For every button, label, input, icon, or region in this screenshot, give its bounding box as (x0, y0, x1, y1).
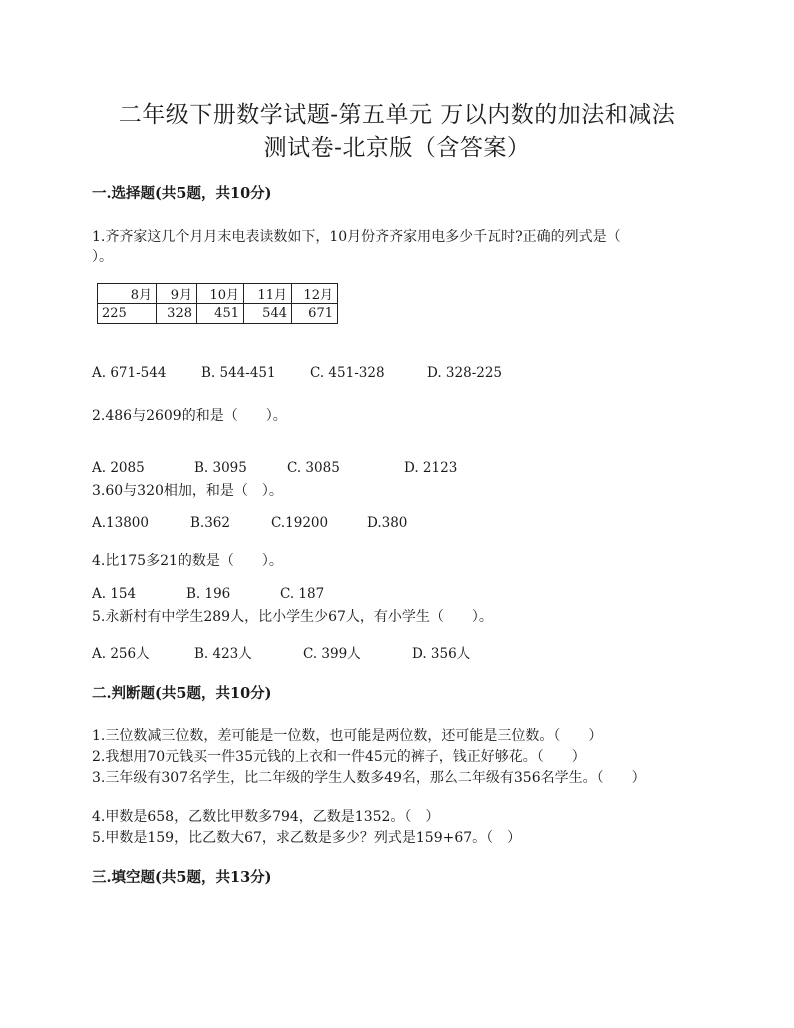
table-header-cell: 8月 (98, 284, 157, 304)
table-header-cell: 11月 (244, 284, 292, 304)
section-heading-choice: 一.选择题(共5题，共10分) (92, 185, 272, 202)
section-heading-fill-in: 三.填空题(共5题，共13分) (92, 869, 272, 886)
question-2-option-d[interactable]: D. 2123 (404, 460, 458, 476)
judgment-1-text: 1.三位数减三位数，差可能是一位数，也可能是两位数，还可能是三位数。（ ） (92, 728, 603, 744)
section-heading-judgment: 二.判断题(共5题，共10分) (92, 685, 272, 702)
question-4-text: 4.比175多21的数是（ ）。 (92, 553, 283, 569)
question-4-option-a[interactable]: A. 154 (92, 586, 137, 602)
question-1-option-a[interactable]: A. 671-544 (92, 365, 167, 381)
table-value-cell: 328 (157, 304, 197, 324)
document-title-line1: 二年级下册数学试题-第五单元 万以内数的加法和减法 (118, 102, 676, 128)
question-5-option-a[interactable]: A. 256人 (92, 646, 150, 662)
question-3-text: 3.60与320相加，和是（ ）。 (92, 483, 283, 499)
judgment-4-text: 4.甲数是658，乙数比甲数多794，乙数是1352。（ ） (92, 809, 440, 825)
table-row (98, 284, 338, 304)
table-value-cell: 451 (197, 304, 244, 324)
judgment-2-text: 2.我想用70元钱买一件35元钱的上衣和一件45元的裤子，钱正好够花。（ ） (92, 749, 586, 765)
question-5-option-c[interactable]: C. 399人 (303, 646, 361, 662)
table-header-cell: 9月 (157, 284, 197, 304)
question-2-text: 2.486与2609的和是（ ）。 (92, 408, 287, 424)
judgment-3-text: 3.三年级有307名学生，比二年级的学生人数多49名，那么二年级有356名学生。（ ） (92, 770, 646, 786)
question-3-option-a[interactable]: A.13800 (92, 515, 149, 531)
question-4-option-c[interactable]: C. 187 (280, 586, 325, 602)
question-2-option-b[interactable]: B. 3095 (194, 460, 247, 476)
question-1-text: 1.齐齐家这几个月月末电表读数如下，10月份齐齐家用电多少千瓦时?正确的列式是（ (92, 229, 621, 245)
meter-reading-table (97, 283, 338, 324)
question-3-option-d[interactable]: D.380 (367, 515, 408, 531)
table-header-cell: 10月 (197, 284, 244, 304)
question-1-option-b[interactable]: B. 544-451 (201, 365, 276, 381)
question-2-option-a[interactable]: A. 2085 (92, 460, 145, 476)
question-3-option-b[interactable]: B.362 (190, 515, 230, 531)
question-1-option-d[interactable]: D. 328-225 (427, 365, 503, 381)
question-5-option-d[interactable]: D. 356人 (412, 646, 471, 662)
table-row (98, 304, 338, 324)
question-1-text-cont: ）。 (92, 249, 113, 265)
table-header-cell: 12月 (292, 284, 338, 304)
question-5-option-b[interactable]: B. 423人 (194, 646, 252, 662)
question-5-text: 5.永新村有中学生289人，比小学生少67人，有小学生（ ）。 (92, 609, 493, 625)
table-value-cell: 225 (98, 304, 157, 324)
question-3-option-c[interactable]: C.19200 (271, 515, 329, 531)
judgment-5-text: 5.甲数是159，比乙数大67，求乙数是多少？列式是159+67。（ ） (92, 830, 522, 846)
document-title-line2: 测试卷-北京版（含答案） (263, 135, 531, 161)
table-value-cell: 544 (244, 304, 292, 324)
table-value-cell: 671 (292, 304, 338, 324)
question-1-option-c[interactable]: C. 451-328 (310, 365, 385, 381)
question-2-option-c[interactable]: C. 3085 (287, 460, 340, 476)
question-4-option-b[interactable]: B. 196 (186, 586, 231, 602)
